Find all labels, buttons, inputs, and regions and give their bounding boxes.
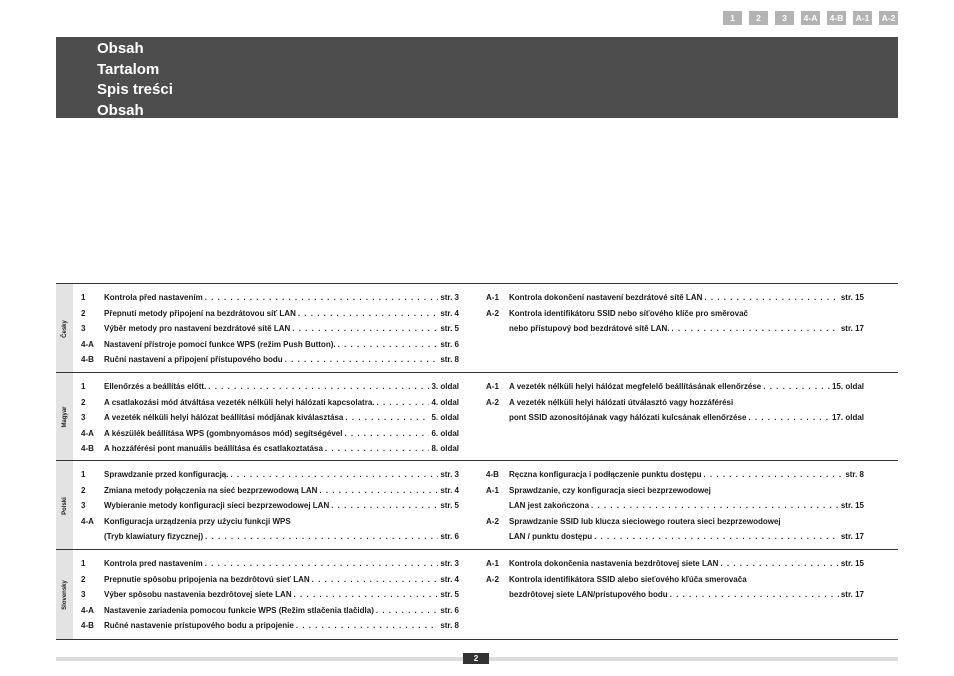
language-label: Česky bbox=[61, 319, 68, 338]
toc-entry-title: Zmiana metody połączenia na sieć bezprzewodową LAN bbox=[104, 485, 318, 495]
toc-entry-number: 3 bbox=[81, 413, 86, 422]
toc-entry-title: A csatlakozási mód átváltása vezeték nélküli helyi hálózati kapcsolatra. bbox=[104, 397, 375, 407]
toc-entry-title: Výběr metody pro nastavení bezdrátové sítě LAN bbox=[104, 324, 291, 333]
toc-entry[interactable] bbox=[81, 587, 459, 603]
toc-entry-page: str. 4 bbox=[440, 485, 459, 495]
toc-entry[interactable] bbox=[486, 556, 864, 572]
toc-section bbox=[56, 460, 898, 550]
toc-entry-title: Ręczna konfiguracja i podłączenie punktu dostępu bbox=[509, 470, 702, 479]
toc-entry-text bbox=[104, 603, 459, 619]
page-title-czech: Obsah bbox=[97, 40, 144, 57]
language-tab bbox=[56, 550, 73, 639]
toc-entry-text bbox=[104, 352, 459, 368]
toc-leader-dots bbox=[205, 529, 438, 545]
toc-entry-number: A-1 bbox=[486, 559, 499, 568]
toc-entry[interactable] bbox=[81, 618, 459, 634]
toc-entry[interactable] bbox=[486, 498, 864, 514]
toc-entry-page: str. 8 bbox=[440, 355, 459, 364]
toc-entry-text bbox=[104, 321, 459, 337]
toc-leader-dots bbox=[671, 321, 838, 337]
toc-column-right bbox=[486, 290, 864, 337]
toc-entry-text bbox=[104, 556, 459, 572]
toc-section bbox=[56, 372, 898, 461]
tab-1[interactable]: 1 bbox=[723, 11, 742, 25]
toc-entry[interactable] bbox=[81, 410, 459, 426]
toc-leader-dots bbox=[345, 410, 429, 426]
toc-entry[interactable] bbox=[81, 321, 459, 337]
toc-entry-text bbox=[104, 529, 459, 545]
toc-entry-number: 4-B bbox=[486, 470, 499, 479]
toc-entry-text: A vezeték nélküli helyi hálózati útválasztó vagy hozzáférési bbox=[509, 397, 734, 407]
toc-entry-page: str. 17 bbox=[840, 324, 864, 333]
toc-entry-number: A-2 bbox=[486, 574, 499, 584]
toc-entry-title: Prepnutie spôsobu pripojenia na bezdrôtovú sieť LAN bbox=[104, 574, 310, 584]
toc-entry-title: A vezeték nélküli helyi hálózat megfelelő beállításának ellenőrzése bbox=[509, 382, 762, 391]
toc-leader-dots bbox=[377, 395, 430, 411]
toc-leader-dots bbox=[294, 587, 439, 603]
toc-entry-title: A hozzáférési pont manuális beállítása és csatlakoztatása bbox=[104, 444, 323, 453]
toc-entry-text bbox=[104, 587, 459, 603]
toc-entry-title: nebo přístupový bod bezdrátové sítě LAN. bbox=[509, 324, 670, 333]
toc-entry-text bbox=[509, 529, 864, 545]
toc-entry-title: LAN jest zakończona bbox=[509, 501, 590, 510]
toc-entry-page: str. 4 bbox=[440, 574, 459, 584]
toc-leader-dots bbox=[298, 306, 438, 322]
toc-leader-dots bbox=[285, 352, 439, 368]
toc-entry-text bbox=[104, 410, 459, 426]
language-tab bbox=[56, 373, 73, 461]
toc-entry-number: 4-A bbox=[81, 605, 94, 615]
toc-entry-number: 4-A bbox=[81, 516, 94, 526]
language-label: Magyar bbox=[61, 406, 68, 428]
toc-entry-title: Ellenőrzés a beállítás előtt. bbox=[104, 382, 207, 391]
toc-entry-number: 3 bbox=[81, 324, 86, 333]
toc-entry-text bbox=[509, 467, 864, 483]
page-title-slovak: Obsah bbox=[97, 101, 144, 119]
toc-entry-number: A-1 bbox=[486, 293, 499, 302]
toc-entry-title: bezdrôtovej siete LAN/prístupového bodu bbox=[509, 590, 668, 599]
toc-entry-page: str. 17 bbox=[840, 590, 864, 599]
toc-entry[interactable] bbox=[81, 572, 459, 588]
toc-entry-title: Sprawdzanie przed konfiguracją. bbox=[104, 470, 229, 479]
toc-leader-dots bbox=[376, 603, 438, 619]
toc-entry-number: 2 bbox=[81, 308, 86, 318]
toc-entry-title: Výber spôsobu nastavenia bezdrôtovej siete LAN bbox=[104, 590, 292, 599]
page-number: 2 bbox=[463, 653, 489, 664]
toc-entry-title: A készülék beállítása WPS (gombnyomásos mód) segítségével bbox=[104, 428, 343, 438]
toc-leader-dots bbox=[312, 572, 439, 588]
page-titles bbox=[97, 39, 173, 121]
toc-entry[interactable] bbox=[486, 587, 864, 603]
toc-entry-number: A-2 bbox=[486, 516, 499, 526]
toc-entry-text bbox=[104, 395, 459, 411]
toc-leader-dots bbox=[331, 498, 438, 514]
toc-entry-number: 1 bbox=[81, 382, 86, 391]
toc-entry-text: Sprawdzanie SSID lub klucza sieciowego routera sieci bezprzewodowej bbox=[509, 516, 781, 526]
toc-leader-dots bbox=[205, 290, 439, 306]
toc-entry-text bbox=[509, 321, 864, 337]
toc-entry-text: Kontrola identifikátoru SSID nebo síťového klíče pro směrovač bbox=[509, 308, 748, 318]
toc-entry[interactable] bbox=[486, 321, 864, 337]
language-tab bbox=[56, 284, 73, 373]
toc-entry-number: 1 bbox=[81, 293, 86, 302]
toc-entry-text bbox=[104, 337, 459, 353]
toc-entry-page: str. 8 bbox=[845, 470, 864, 479]
toc-leader-dots bbox=[292, 321, 438, 337]
toc-leader-dots bbox=[670, 587, 839, 603]
toc-entry-number: A-1 bbox=[486, 382, 499, 391]
toc-entry[interactable] bbox=[486, 395, 864, 411]
toc-entry-number: 4-B bbox=[81, 355, 94, 364]
toc-entry-text bbox=[104, 426, 459, 442]
toc-entry-number: 4-A bbox=[81, 428, 94, 438]
toc-leader-dots bbox=[763, 379, 830, 395]
toc-entry-page: str. 3 bbox=[440, 293, 459, 302]
toc-entry[interactable] bbox=[81, 514, 459, 530]
toc-leader-dots bbox=[230, 467, 438, 483]
toc-entry-page: str. 6 bbox=[440, 532, 459, 541]
toc-entry-number: 2 bbox=[81, 397, 86, 407]
toc-leader-dots bbox=[703, 467, 843, 483]
toc-column-left bbox=[81, 467, 459, 545]
toc-entry-page: 15. oldal bbox=[831, 382, 864, 391]
toc-entry-title: Wybieranie metody konfiguracji sieci bezprzewodowej LAN bbox=[104, 501, 330, 510]
toc-entry-text bbox=[509, 498, 864, 514]
toc-entry-title: Kontrola dokončenia nastavenia bezdrôtovej siete LAN bbox=[509, 559, 719, 568]
toc-entry-text bbox=[104, 483, 459, 499]
toc-entry-page: 3. oldal bbox=[431, 382, 459, 391]
toc-entry-text: Sprawdzanie, czy konfiguracja sieci bezprzewodowej bbox=[509, 485, 711, 495]
toc-entry-page: str. 15 bbox=[840, 559, 864, 568]
toc-leader-dots bbox=[338, 337, 439, 353]
toc-entry-text bbox=[104, 379, 459, 395]
toc-entry[interactable] bbox=[81, 556, 459, 572]
toc-entry-title: Nastavenie zariadenia pomocou funkcie WPS (Režim stlačenia tlačidla) bbox=[104, 605, 374, 615]
toc-entry[interactable] bbox=[486, 290, 864, 306]
toc-leader-dots bbox=[720, 556, 838, 572]
toc-entry-title: Kontrola dokončení nastavení bezdrátové sítě LAN bbox=[509, 293, 703, 302]
toc-entry-number: A-2 bbox=[486, 397, 499, 407]
toc-entry-text bbox=[104, 572, 459, 588]
toc-entry[interactable] bbox=[486, 572, 864, 588]
toc-entry-number: 4-B bbox=[81, 621, 94, 630]
toc-entry-text bbox=[509, 290, 864, 306]
tab-a2[interactable]: A-2 bbox=[879, 11, 898, 25]
toc-entry-page: str. 5 bbox=[440, 590, 459, 599]
tab-2[interactable]: 2 bbox=[749, 11, 768, 25]
toc-leader-dots bbox=[325, 441, 430, 457]
toc-entry[interactable] bbox=[81, 352, 459, 368]
language-label: Slovensky bbox=[61, 579, 68, 610]
toc-entry-text: Kontrola identifikátora SSID alebo sieťového kľúča smerovača bbox=[509, 574, 747, 584]
toc-entry-text bbox=[104, 441, 459, 457]
toc-leader-dots bbox=[205, 556, 439, 572]
toc-entry-text bbox=[104, 290, 459, 306]
toc-entry-text bbox=[509, 587, 864, 603]
toc-entry-page: str. 6 bbox=[440, 339, 459, 349]
toc-entry-number: 3 bbox=[81, 590, 86, 599]
toc-entry-page: 4. oldal bbox=[431, 397, 459, 407]
toc-entry-page: str. 6 bbox=[440, 605, 459, 615]
toc-entry-page: str. 5 bbox=[440, 324, 459, 333]
chapter-tabs bbox=[723, 11, 898, 25]
toc-entry-title: (Tryb klawiatury fizycznej) bbox=[104, 532, 204, 541]
toc-entry[interactable] bbox=[81, 290, 459, 306]
toc-entry-number: 1 bbox=[81, 559, 86, 568]
toc-entry[interactable] bbox=[81, 337, 459, 353]
toc-leader-dots bbox=[208, 379, 429, 395]
toc-entry-title: LAN / punktu dostępu bbox=[509, 532, 593, 541]
toc-entry[interactable] bbox=[81, 483, 459, 499]
toc-column-right bbox=[486, 556, 864, 603]
toc-entry-number: A-1 bbox=[486, 485, 499, 495]
toc-entry-page: str. 8 bbox=[440, 621, 459, 630]
toc-entry[interactable] bbox=[81, 379, 459, 395]
toc-entry-page: 8. oldal bbox=[431, 444, 459, 453]
toc-entry-number: 4-B bbox=[81, 444, 94, 453]
toc-entry[interactable] bbox=[486, 529, 864, 545]
toc-entry-page: str. 4 bbox=[440, 308, 459, 318]
tab-3[interactable]: 3 bbox=[775, 11, 794, 25]
toc-entry-text bbox=[509, 556, 864, 572]
toc-entry-number: 2 bbox=[81, 485, 86, 495]
toc-column-left bbox=[81, 556, 459, 634]
toc-leader-dots bbox=[296, 618, 439, 634]
toc-entry-title: Ruční nastavení a připojení přístupového bodu bbox=[104, 355, 283, 364]
tab-a1[interactable]: A-1 bbox=[853, 11, 872, 25]
toc-entry[interactable] bbox=[486, 514, 864, 530]
toc-entry-page: str. 3 bbox=[440, 470, 459, 479]
toc-entry-title: pont SSID azonosítójának vagy hálózati kulcsának ellenőrzése bbox=[509, 413, 747, 422]
toc-section bbox=[56, 283, 898, 373]
toc-leader-dots bbox=[344, 426, 429, 442]
toc-entry-text: Konfiguracja urządzenia przy użyciu funkcji WPS bbox=[104, 516, 291, 526]
toc-entry-number: 1 bbox=[81, 470, 86, 479]
toc-entry-page: str. 15 bbox=[840, 293, 864, 302]
language-tab bbox=[56, 461, 73, 550]
toc-entry[interactable] bbox=[81, 441, 459, 457]
toc-entry-number: 4-A bbox=[81, 339, 94, 349]
page-title-polish: Spis treści bbox=[97, 81, 173, 98]
toc-entry-page: 6. oldal bbox=[431, 428, 459, 438]
toc-entry[interactable] bbox=[81, 426, 459, 442]
page-title-hungarian: Tartalom bbox=[97, 60, 160, 78]
toc-entry-page: 17. oldal bbox=[831, 413, 864, 422]
toc-entry-page: 5. oldal bbox=[431, 413, 459, 422]
toc-column-right bbox=[486, 379, 864, 426]
toc-entry-page: str. 17 bbox=[840, 532, 864, 541]
title-banner bbox=[56, 37, 898, 118]
toc-entry-text bbox=[509, 410, 864, 426]
toc-entry-text bbox=[104, 498, 459, 514]
toc-entry-title: Kontrola před nastavením bbox=[104, 293, 203, 302]
toc-entry-title: Ručné nastavenie prístupového bodu a pripojenie bbox=[104, 621, 294, 630]
toc-column-right bbox=[486, 467, 864, 545]
toc-entry-page: str. 3 bbox=[440, 559, 459, 568]
toc-entry-text bbox=[509, 379, 864, 395]
toc-entry[interactable] bbox=[81, 603, 459, 619]
toc-leader-dots bbox=[319, 483, 438, 499]
tab-4b[interactable]: 4-B bbox=[827, 11, 846, 25]
toc-entry-number: A-2 bbox=[486, 308, 499, 318]
toc-entry-title: A vezeték nélküli helyi hálózat beállítási módjának kiválasztása bbox=[104, 413, 344, 422]
toc-entry[interactable] bbox=[81, 306, 459, 322]
toc-entry-title: Nastavení přístroje pomocí funkce WPS (režim Push Button). bbox=[104, 339, 336, 349]
toc-column-left bbox=[81, 290, 459, 368]
toc-entry[interactable] bbox=[81, 529, 459, 545]
toc-entry-title: Kontrola pred nastavením bbox=[104, 559, 203, 568]
toc-leader-dots bbox=[704, 290, 838, 306]
toc-entry-page: str. 5 bbox=[440, 501, 459, 510]
toc-leader-dots bbox=[591, 498, 839, 514]
toc-entry-text bbox=[104, 306, 459, 322]
toc-entry-text bbox=[104, 467, 459, 483]
language-label: Polski bbox=[61, 496, 68, 515]
toc-entry[interactable] bbox=[81, 498, 459, 514]
toc-column-left bbox=[81, 379, 459, 457]
toc-entry[interactable] bbox=[486, 410, 864, 426]
toc-entry[interactable] bbox=[81, 467, 459, 483]
toc-section bbox=[56, 549, 898, 640]
toc-entry-number: 3 bbox=[81, 501, 86, 510]
tab-4a[interactable]: 4-A bbox=[801, 11, 820, 25]
toc-entry[interactable] bbox=[81, 395, 459, 411]
toc-entry-title: Přepnutí metody připojení na bezdrátovou síť LAN bbox=[104, 308, 296, 318]
toc-entry-number: 2 bbox=[81, 574, 86, 584]
toc-entry-text bbox=[104, 618, 459, 634]
toc-entry-page: str. 15 bbox=[840, 501, 864, 510]
toc-entry[interactable] bbox=[486, 379, 864, 395]
toc-leader-dots bbox=[594, 529, 839, 545]
toc-entry[interactable] bbox=[486, 306, 864, 322]
toc-leader-dots bbox=[748, 410, 830, 426]
toc-entry[interactable] bbox=[486, 483, 864, 499]
toc-entry[interactable] bbox=[486, 467, 864, 483]
